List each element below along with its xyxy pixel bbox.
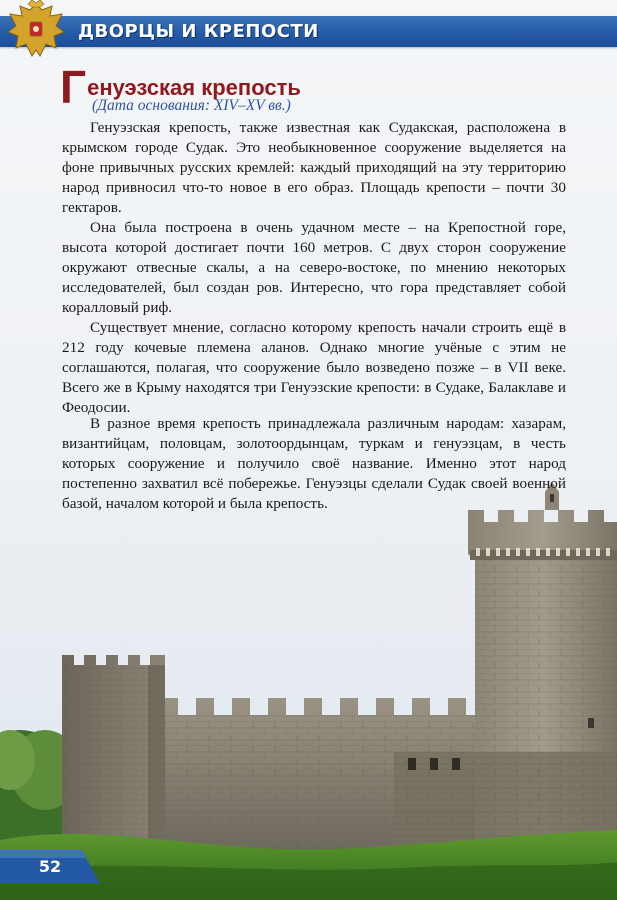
founding-date: (Дата основания: XIV–XV вв.) — [92, 97, 291, 114]
paragraph-1: Генуэзская крепость, также известная как Судакская, расположена в крымском городе Судак. Это необыкновенное сооружение выделяется на фоне привычных русских кремлей: каждый приходящий на эту территорию народ привносил что-то новое в его образ. Площадь крепости – почти 30 гектаров. — [62, 119, 566, 216]
title-text: енуэзская крепость — [87, 75, 301, 100]
page-number: 52 — [38, 857, 62, 876]
paragraph-4: В разное время крепость принадлежала различным народам: хазарам, византийцам, половцам, золотоордынцам, туркам и генуэзцам, в честь которых сооружение и получило своё название. Именно этот народ постепенно захватил всё побережье. Генуэзцы сделали Судак своей военной базой, началом которой и была крепость. — [62, 415, 566, 512]
paragraph-2: Она была построена в очень удачном месте – на Крепостной горе, высота которой достигает почти 160 метров. С двух сторон сооружение окружают отвесные скалы, а на северо-востоке, по мнению некоторых исследователей, был создан ров. Интересно, что гора представляет собой коралловый риф. — [62, 219, 566, 316]
section-title: ДВОРЦЫ И КРЕПОСТИ — [78, 21, 319, 42]
paragraph-3: Существует мнение, согласно которому крепость начали строить ещё в 212 году кочевые племена аланов. Однако многие учёные с этим не соглашаются, полагая, что сооружение было возведено позже – в VII веке. Всего же в Крыму находятся три Генуэзские крепости: в Судаке, Балаклаве и Феодосии. — [62, 319, 566, 416]
fortress-illustration — [0, 470, 617, 900]
double-headed-eagle-icon — [2, 0, 70, 62]
title-drop-cap: Г — [60, 61, 87, 113]
